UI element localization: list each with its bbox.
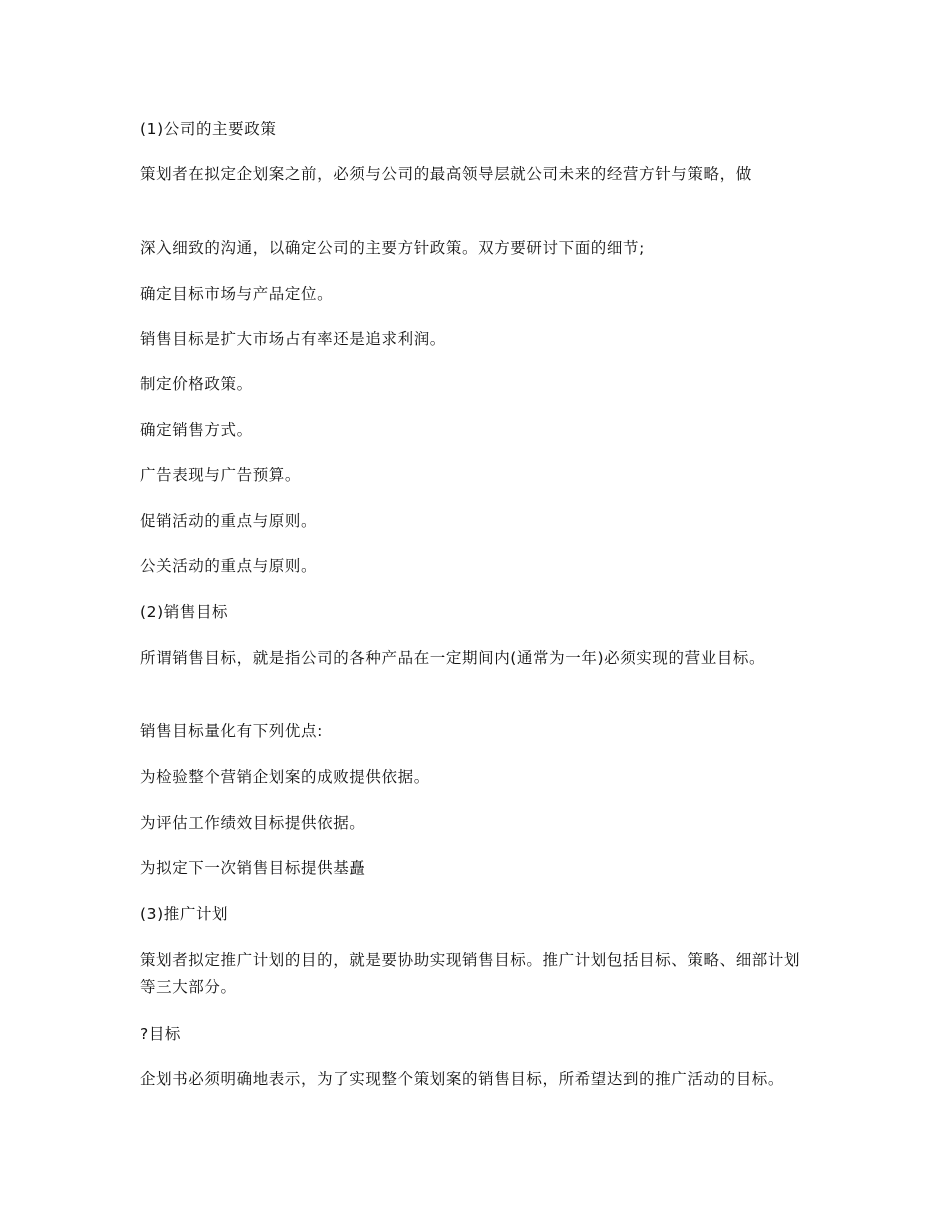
section-heading-company-policy: (1)公司的主要政策 xyxy=(140,120,277,138)
paragraph-planner-consult: 策划者在拟定企划案之前，必须与公司的最高领导层就公司未来的经营方针与策略，做 xyxy=(140,165,752,183)
list-item-advertising: 广告表现与广告预算。 xyxy=(140,466,302,484)
list-item-evaluate-performance: 为评估工作绩效目标提供依据。 xyxy=(140,814,366,832)
list-item-public-relations: 公关活动的重点与原则。 xyxy=(140,557,318,575)
section-heading-sales-target: (2)销售目标 xyxy=(140,603,229,621)
list-item-evaluate-plan: 为检验整个营销企划案的成败提供依据。 xyxy=(140,768,430,786)
list-item-promotion: 促销活动的重点与原则。 xyxy=(140,512,318,530)
paragraph-deep-communication: 深入细致的沟通，以确定公司的主要方针政策。双方要研讨下面的细节; xyxy=(140,239,645,257)
paragraph-objective-detail: 企划书必须明确地表示，为了实现整个策划案的销售目标，所希望达到的推广活动的目标。 xyxy=(140,1070,785,1088)
paragraph-sales-target-definition: 所谓销售目标，就是指公司的各种产品在一定期间内(通常为一年)必须实现的营业目标。 xyxy=(140,649,766,667)
list-item-price-policy: 制定价格政策。 xyxy=(140,375,253,393)
list-item-sales-goal: 销售目标是扩大市场占有率还是追求利润。 xyxy=(140,330,446,348)
paragraph-promotion-plan: 策划者拟定推广计划的目的，就是要协助实现销售目标。推广计划包括目标、策略、细部计划等三大部分。 xyxy=(140,951,801,996)
subheading-objective: ?目标 xyxy=(140,1025,182,1043)
list-item-sales-method: 确定销售方式。 xyxy=(140,421,253,439)
section-heading-promotion-plan: (3)推广计划 xyxy=(140,905,229,923)
list-item-next-target: 为拟定下一次销售目标提供基矗 xyxy=(140,859,366,877)
list-item-target-market: 确定目标市场与产品定位。 xyxy=(140,285,334,303)
paragraph-quantify-advantages: 销售目标量化有下列优点: xyxy=(140,722,323,740)
